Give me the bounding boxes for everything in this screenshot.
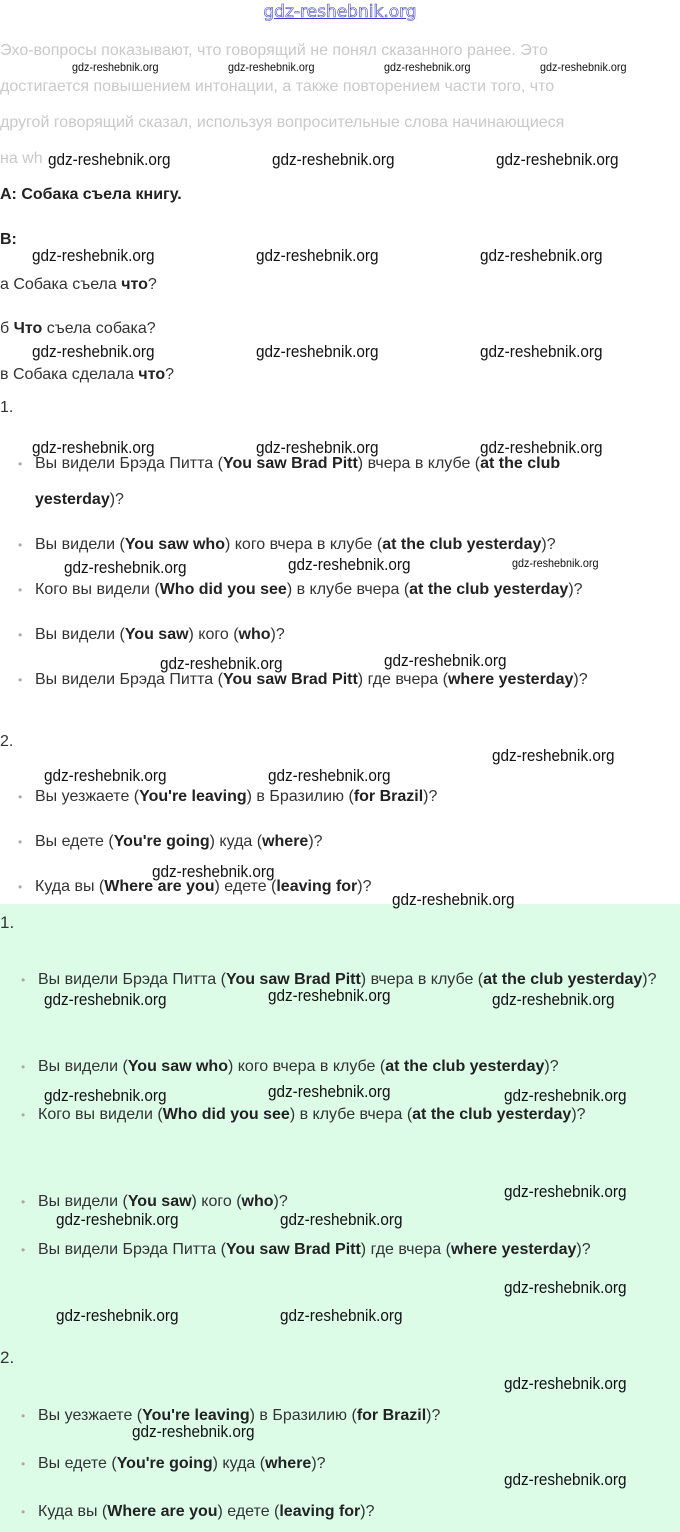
site-title-link[interactable]: gdz-reshebnik.org — [263, 2, 417, 22]
bold-phrase: You're going — [116, 1455, 213, 1472]
bold-phrase: for Brazil — [353, 788, 424, 805]
list-item — [21, 1049, 660, 1085]
watermark: gdz-reshebnik.org — [384, 60, 471, 74]
watermark: gdz-reshebnik.org — [132, 1422, 255, 1441]
text-segment: Вы едете ( — [38, 1455, 117, 1472]
list-item — [18, 824, 625, 860]
text-segment: ) где вчера ( — [357, 671, 448, 688]
watermark: gdz-reshebnik.org — [44, 1086, 167, 1105]
bold-phrase: You saw Brad Pitt — [222, 671, 358, 688]
text-segment: )? — [571, 1106, 586, 1123]
watermark: gdz-reshebnik.org — [268, 986, 391, 1005]
bold-phrase: что — [138, 366, 166, 383]
watermark: gdz-reshebnik.org — [32, 246, 155, 265]
watermark: gdz-reshebnik.org — [64, 558, 187, 577]
list-item — [21, 1494, 660, 1530]
text-segment: )? — [311, 1455, 326, 1472]
bold-phrase: at the club yesterday — [382, 536, 542, 553]
watermark: gdz-reshebnik.org — [280, 1210, 403, 1229]
bold-phrase: Who did you see — [159, 581, 287, 598]
text-segment: Кого вы видели ( — [35, 581, 160, 598]
bold-phrase: You saw who — [124, 536, 225, 553]
text-segment: Вы уезжаете ( — [38, 1407, 143, 1424]
text-segment: Вы видели Брэда Питта ( — [35, 455, 223, 472]
text-segment: )? — [308, 833, 323, 850]
bold-phrase: at the club yesterday — [412, 1106, 572, 1123]
text-segment: Вы уезжаете ( — [35, 788, 140, 805]
watermark: gdz-reshebnik.org — [56, 1210, 179, 1229]
bullet-icon: • — [18, 880, 23, 894]
text-segment: )? — [273, 1193, 288, 1210]
text-segment: ) вчера в клубе ( — [360, 971, 484, 988]
watermark: gdz-reshebnik.org — [32, 438, 155, 457]
text-segment: ) в клубе вчера ( — [286, 581, 410, 598]
text-segment: Вы видели ( — [38, 1058, 128, 1075]
watermark: gdz-reshebnik.org — [32, 342, 155, 361]
text-segment: )? — [576, 1241, 591, 1258]
bullet-icon: • — [21, 1108, 26, 1122]
text-segment: а Собака съела — [0, 276, 122, 293]
watermark: gdz-reshebnik.org — [504, 1374, 627, 1393]
watermark: gdz-reshebnik.org — [288, 555, 411, 574]
bold-phrase: Who did you see — [162, 1106, 290, 1123]
watermark: gdz-reshebnik.org — [256, 342, 379, 361]
text-segment: Вы видели ( — [38, 1193, 128, 1210]
text-segment: ) в Бразилию ( — [249, 1407, 357, 1424]
bullet-icon: • — [18, 457, 23, 471]
bullet-icon: • — [21, 1457, 26, 1471]
watermark: gdz-reshebnik.org — [256, 246, 379, 265]
section-number: 1. — [0, 399, 14, 416]
bold-phrase: where — [265, 1455, 312, 1472]
watermark: gdz-reshebnik.org — [228, 60, 315, 74]
bullet-icon: • — [21, 1195, 26, 1209]
text-segment: Куда вы ( — [38, 1503, 108, 1520]
text-segment: )? — [568, 581, 583, 598]
text-segment: ) кого вчера в клубе ( — [224, 536, 383, 553]
watermark: gdz-reshebnik.org — [44, 766, 167, 785]
watermark: gdz-reshebnik.org — [504, 1470, 627, 1489]
text-segment: б — [0, 320, 14, 337]
text-segment: ) едете ( — [214, 878, 277, 895]
watermark: gdz-reshebnik.org — [72, 60, 159, 74]
watermark: gdz-reshebnik.org — [492, 990, 615, 1009]
watermark: gdz-reshebnik.org — [492, 746, 615, 765]
bold-phrase: что — [121, 276, 148, 293]
watermark: gdz-reshebnik.org — [272, 150, 395, 169]
watermark: gdz-reshebnik.org — [512, 556, 599, 570]
bullet-icon: • — [18, 583, 23, 597]
watermark: gdz-reshebnik.org — [504, 1278, 627, 1297]
text-segment: Вы едете ( — [35, 833, 114, 850]
bold-phrase: leaving for — [279, 1503, 361, 1520]
bullet-icon: • — [21, 1409, 26, 1423]
option-line — [0, 366, 174, 384]
text-segment: Вы видели Брэда Питта ( — [35, 671, 223, 688]
bold-phrase: at the club yesterday — [483, 971, 643, 988]
intro-line: Эхо-вопросы показывают, что говорящий не понял сказанного ранее. Это — [0, 42, 548, 59]
dialog-line-a: A: Собака съела книгу. — [0, 186, 182, 203]
dialog-line-b: B: — [0, 231, 17, 248]
text-segment: Вы видели Брэда Питта ( — [38, 1241, 226, 1258]
text-segment: Кого вы видели ( — [38, 1106, 163, 1123]
text-segment: ) кого вчера в клубе ( — [227, 1058, 386, 1075]
text-segment: )? — [360, 1503, 375, 1520]
list-item — [21, 1232, 660, 1268]
watermark: gdz-reshebnik.org — [392, 890, 515, 909]
intro-line: на wh — [0, 150, 43, 167]
bold-phrase: You saw — [124, 626, 189, 643]
bold-phrase: for Brazil — [356, 1407, 427, 1424]
section-number: 2. — [0, 733, 14, 750]
list-item — [18, 869, 625, 905]
bullet-icon: • — [18, 835, 23, 849]
text-segment: в Собака сделала — [0, 366, 139, 383]
text-segment: )? — [541, 536, 556, 553]
watermark: gdz-reshebnik.org — [160, 654, 283, 673]
bold-phrase: You're leaving — [139, 788, 247, 805]
bullet-icon: • — [21, 973, 26, 987]
section-number: 2. — [0, 1348, 15, 1367]
watermark: gdz-reshebnik.org — [280, 1306, 403, 1325]
option-line — [0, 276, 157, 294]
text-segment: ) в Бразилию ( — [246, 788, 354, 805]
watermark: gdz-reshebnik.org — [44, 990, 167, 1009]
text-segment: Вы видели ( — [35, 626, 125, 643]
bold-phrase: at the club yesterday — [385, 1058, 545, 1075]
bullet-icon: • — [18, 538, 23, 552]
watermark: gdz-reshebnik.org — [48, 150, 171, 169]
text-segment: ) куда ( — [209, 833, 263, 850]
text-segment: )? — [270, 626, 285, 643]
text-segment: )? — [544, 1058, 559, 1075]
bold-phrase: where yesterday — [450, 1241, 577, 1258]
bold-phrase: You saw Brad Pitt — [225, 1241, 361, 1258]
bold-phrase: Что — [13, 320, 43, 337]
bold-phrase: Where are you — [107, 1503, 218, 1520]
text-segment: )? — [642, 971, 657, 988]
text-segment: )? — [426, 1407, 441, 1424]
text-segment: ? — [165, 366, 174, 383]
text-segment: )? — [357, 878, 372, 895]
bullet-icon: • — [21, 1243, 26, 1257]
watermark: gdz-reshebnik.org — [384, 651, 507, 670]
bold-phrase: where yesterday — [447, 671, 574, 688]
intro-line: достигается повышением интонации, а также повторением части того, что — [0, 78, 555, 95]
bold-phrase: You're going — [113, 833, 210, 850]
bold-phrase: at the club yesterday — [409, 581, 569, 598]
bullet-icon: • — [21, 1060, 26, 1074]
text-segment: ) вчера в клубе ( — [357, 455, 481, 472]
text-segment: съела собака? — [42, 320, 156, 337]
list-item — [18, 617, 625, 653]
watermark: gdz-reshebnik.org — [480, 246, 603, 265]
bullet-icon: • — [18, 790, 23, 804]
bullet-icon: • — [18, 673, 23, 687]
bold-phrase: You saw — [127, 1193, 192, 1210]
option-line — [0, 320, 156, 338]
watermark: gdz-reshebnik.org — [152, 862, 275, 881]
bold-phrase: who — [241, 1193, 274, 1210]
watermark: gdz-reshebnik.org — [540, 60, 627, 74]
bold-phrase: You saw Brad Pitt — [225, 971, 361, 988]
watermark: gdz-reshebnik.org — [504, 1182, 627, 1201]
watermark: gdz-reshebnik.org — [268, 1082, 391, 1101]
bold-phrase: where — [262, 833, 309, 850]
bold-phrase: You saw who — [127, 1058, 228, 1075]
watermark: gdz-reshebnik.org — [256, 438, 379, 457]
text-segment: ) кого ( — [188, 626, 239, 643]
watermark: gdz-reshebnik.org — [268, 766, 391, 785]
text-segment: ) в клубе вчера ( — [289, 1106, 413, 1123]
text-segment: ) куда ( — [212, 1455, 266, 1472]
bold-phrase: who — [238, 626, 271, 643]
bold-phrase: leaving for — [276, 878, 358, 895]
text-segment: )? — [423, 788, 438, 805]
watermark: gdz-reshebnik.org — [56, 1306, 179, 1325]
bold-phrase: You're leaving — [142, 1407, 250, 1424]
bold-phrase: Where are you — [104, 878, 215, 895]
text-segment: Куда вы ( — [35, 878, 105, 895]
text-segment: Вы видели Брэда Питта ( — [38, 971, 226, 988]
text-segment: ) едете ( — [217, 1503, 280, 1520]
text-segment: ) кого ( — [191, 1193, 242, 1210]
bullet-icon: • — [18, 628, 23, 642]
watermark: gdz-reshebnik.org — [480, 342, 603, 361]
text-segment: )? — [573, 671, 588, 688]
bold-phrase: You saw Brad Pitt — [222, 455, 358, 472]
watermark: gdz-reshebnik.org — [480, 438, 603, 457]
text-segment: )? — [109, 491, 124, 508]
watermark: gdz-reshebnik.org — [504, 1086, 627, 1105]
bold-phrase: at the club yesterday — [35, 455, 561, 508]
text-segment: ) где вчера ( — [360, 1241, 451, 1258]
text-segment: Вы видели ( — [35, 536, 125, 553]
section-number: 1. — [0, 913, 15, 932]
text-segment: ? — [147, 276, 157, 293]
bullet-icon: • — [21, 1505, 26, 1519]
watermark: gdz-reshebnik.org — [496, 150, 619, 169]
intro-line: другой говорящий сказал, используя вопросительные слова начинающиеся — [0, 114, 565, 131]
list-item — [18, 662, 625, 698]
